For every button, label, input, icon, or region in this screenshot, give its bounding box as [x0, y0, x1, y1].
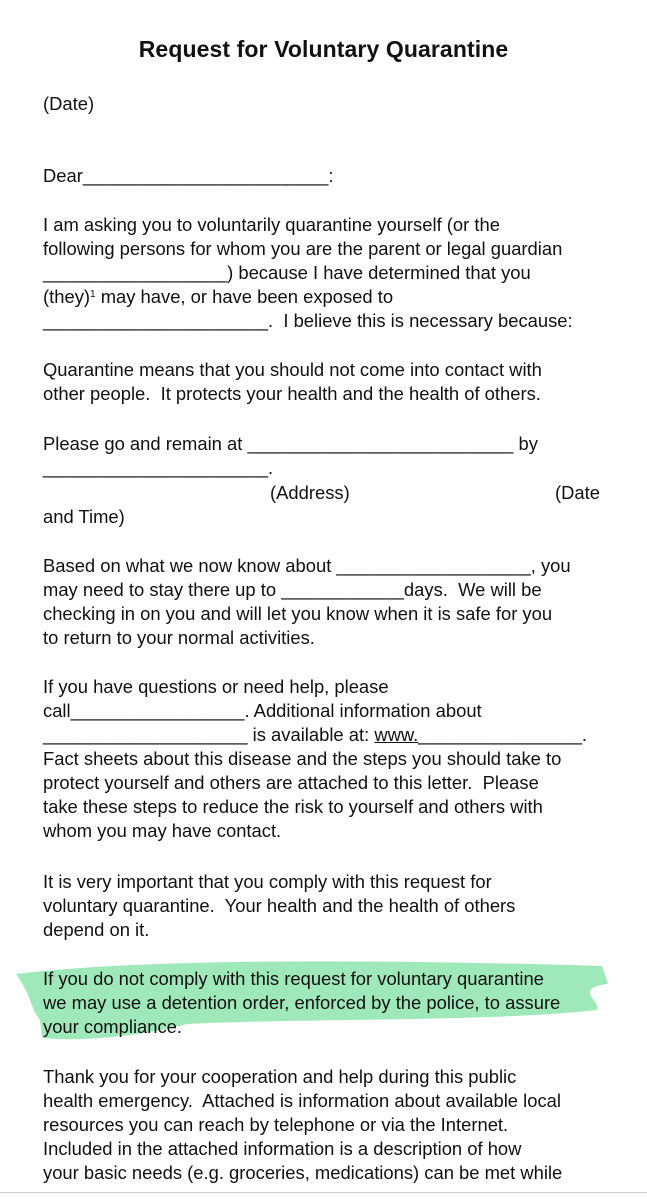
para1-line: following persons for whom you are the parent or legal guardian	[43, 238, 563, 259]
para7-line: your compliance.	[43, 1016, 183, 1037]
page-title: Request for Voluntary Quarantine	[138, 36, 509, 62]
date-label-cont: and Time)	[43, 506, 125, 527]
para5b-line: take these steps to reduce the risk to yourself and others with	[43, 796, 543, 817]
para8-line: Thank you for your cooperation and help during this public	[43, 1066, 517, 1087]
date-label: (Date	[555, 482, 600, 503]
www-link[interactable]: www.	[374, 724, 419, 745]
page-bottom-rule	[0, 1192, 647, 1193]
para4-line: to return to your normal activities.	[43, 627, 315, 648]
they-text: (they)	[43, 286, 91, 307]
para2-line: other people. It protects your health and the health of others.	[43, 383, 541, 404]
para8-line: health emergency. Attached is information about available local	[43, 1090, 561, 1111]
para6-line: voluntary quarantine. Your health and the health of others	[43, 895, 516, 916]
para6-line: It is very important that you comply with this request for	[43, 871, 492, 892]
para8-line: your basic needs (e.g. groceries, medications) can be met while	[43, 1162, 563, 1183]
date-placeholder: (Date)	[43, 93, 95, 114]
para3-line: Please go and remain at __________________________ by	[43, 433, 538, 454]
para3-line: ______________________.	[43, 457, 274, 478]
para5-line: call_________________. Additional information about	[43, 700, 482, 721]
para4-line: Based on what we now know about ___________________, you	[43, 555, 571, 576]
salutation: Dear________________________:	[43, 165, 334, 186]
para4-line: checking in on you and will let you know when it is safe for you	[43, 603, 553, 624]
para5b-line: Fact sheets about this disease and the steps you should take to	[43, 748, 562, 769]
para4-line: may need to stay there up to ____________days. We will be	[43, 579, 542, 600]
para8-line: Included in the attached information is a description of how	[43, 1138, 522, 1159]
para8-line: resources you can reach by telephone or via the Internet.	[43, 1114, 509, 1135]
para5-line-start: ____________________ is available at:	[43, 724, 375, 745]
para1-line-rest: may have, or have been exposed to	[95, 286, 394, 307]
footnote-marker: 1	[90, 289, 96, 300]
para5b-line: protect yourself and others are attached to this letter. Please	[43, 772, 539, 793]
para5-line	[43, 723, 587, 747]
para1-line: __________________) because I have determined that you	[43, 262, 531, 283]
para1-line: ______________________. I believe this is necessary because:	[43, 310, 573, 331]
para2-line: Quarantine means that you should not come into contact with	[43, 359, 542, 380]
address-label: (Address)	[270, 482, 350, 503]
para1-line	[43, 285, 393, 309]
para5b-line: whom you may have contact.	[43, 820, 282, 841]
para7-line: we may use a detention order, enforced by the police, to assure	[43, 992, 561, 1013]
para1-line: I am asking you to voluntarily quarantine yourself (or the	[43, 214, 500, 235]
para7-line: If you do not comply with this request for voluntary quarantine	[43, 968, 544, 989]
para6-line: depend on it.	[43, 919, 150, 940]
para5-line-tail: ________________.	[418, 724, 588, 745]
para5-line: If you have questions or need help, please	[43, 676, 389, 697]
